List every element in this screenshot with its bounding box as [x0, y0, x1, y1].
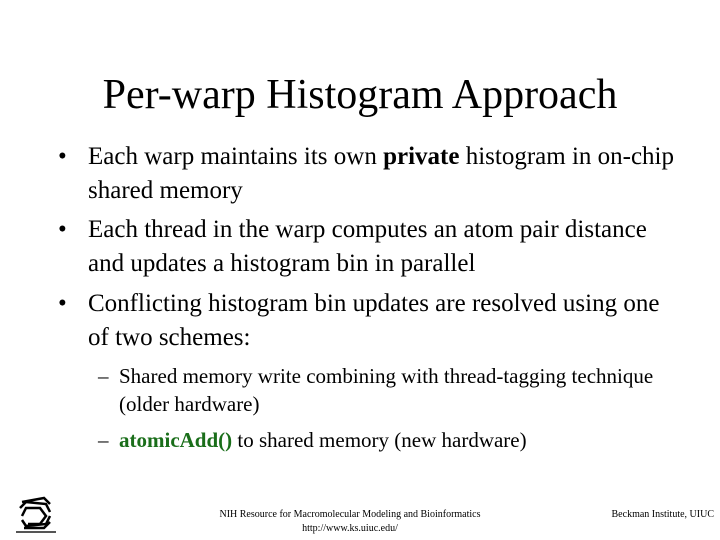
bullet-symbol: •: [58, 216, 67, 243]
bullet-symbol: •: [58, 143, 67, 170]
bullet-2: [58, 213, 678, 281]
bullet-text: Conflicting histogram bin updates are resolved using one of two schemes:: [88, 290, 660, 351]
footer-resource-name: NIH Resource for Macromolecular Modeling and Bioinformatics: [219, 509, 481, 520]
bullet-text: histogram in on-chip shared memory: [88, 143, 675, 204]
bullet-symbol: •: [58, 290, 67, 317]
subbullet-1: [98, 362, 678, 418]
dash-symbol: –: [98, 364, 109, 388]
bullet-bold-text: private: [383, 143, 460, 170]
subbullet-text: to shared memory (new hardware): [232, 428, 527, 452]
beckman-logo-icon: [14, 494, 58, 536]
subbullet-text: Shared memory write combining with thread-tagging technique (older hardware): [119, 364, 654, 416]
footer-url[interactable]: http://www.ks.uiuc.edu/: [302, 523, 398, 534]
subbullet-2: [98, 426, 678, 454]
code-text: atomicAdd(): [119, 428, 233, 452]
bullet-text: Each warp maintains its own: [88, 143, 384, 170]
footer-right: Beckman Institute, UIUC: [611, 509, 714, 520]
slide-title: Per-warp Histogram Approach: [102, 72, 618, 118]
bullet-1: [58, 140, 678, 208]
bullet-3: [58, 287, 678, 355]
bullet-text: Each thread in the warp computes an atom pair distance and updates a histogram bin in parallel: [88, 216, 647, 277]
dash-symbol: –: [98, 428, 109, 452]
footer-center: [200, 508, 500, 536]
